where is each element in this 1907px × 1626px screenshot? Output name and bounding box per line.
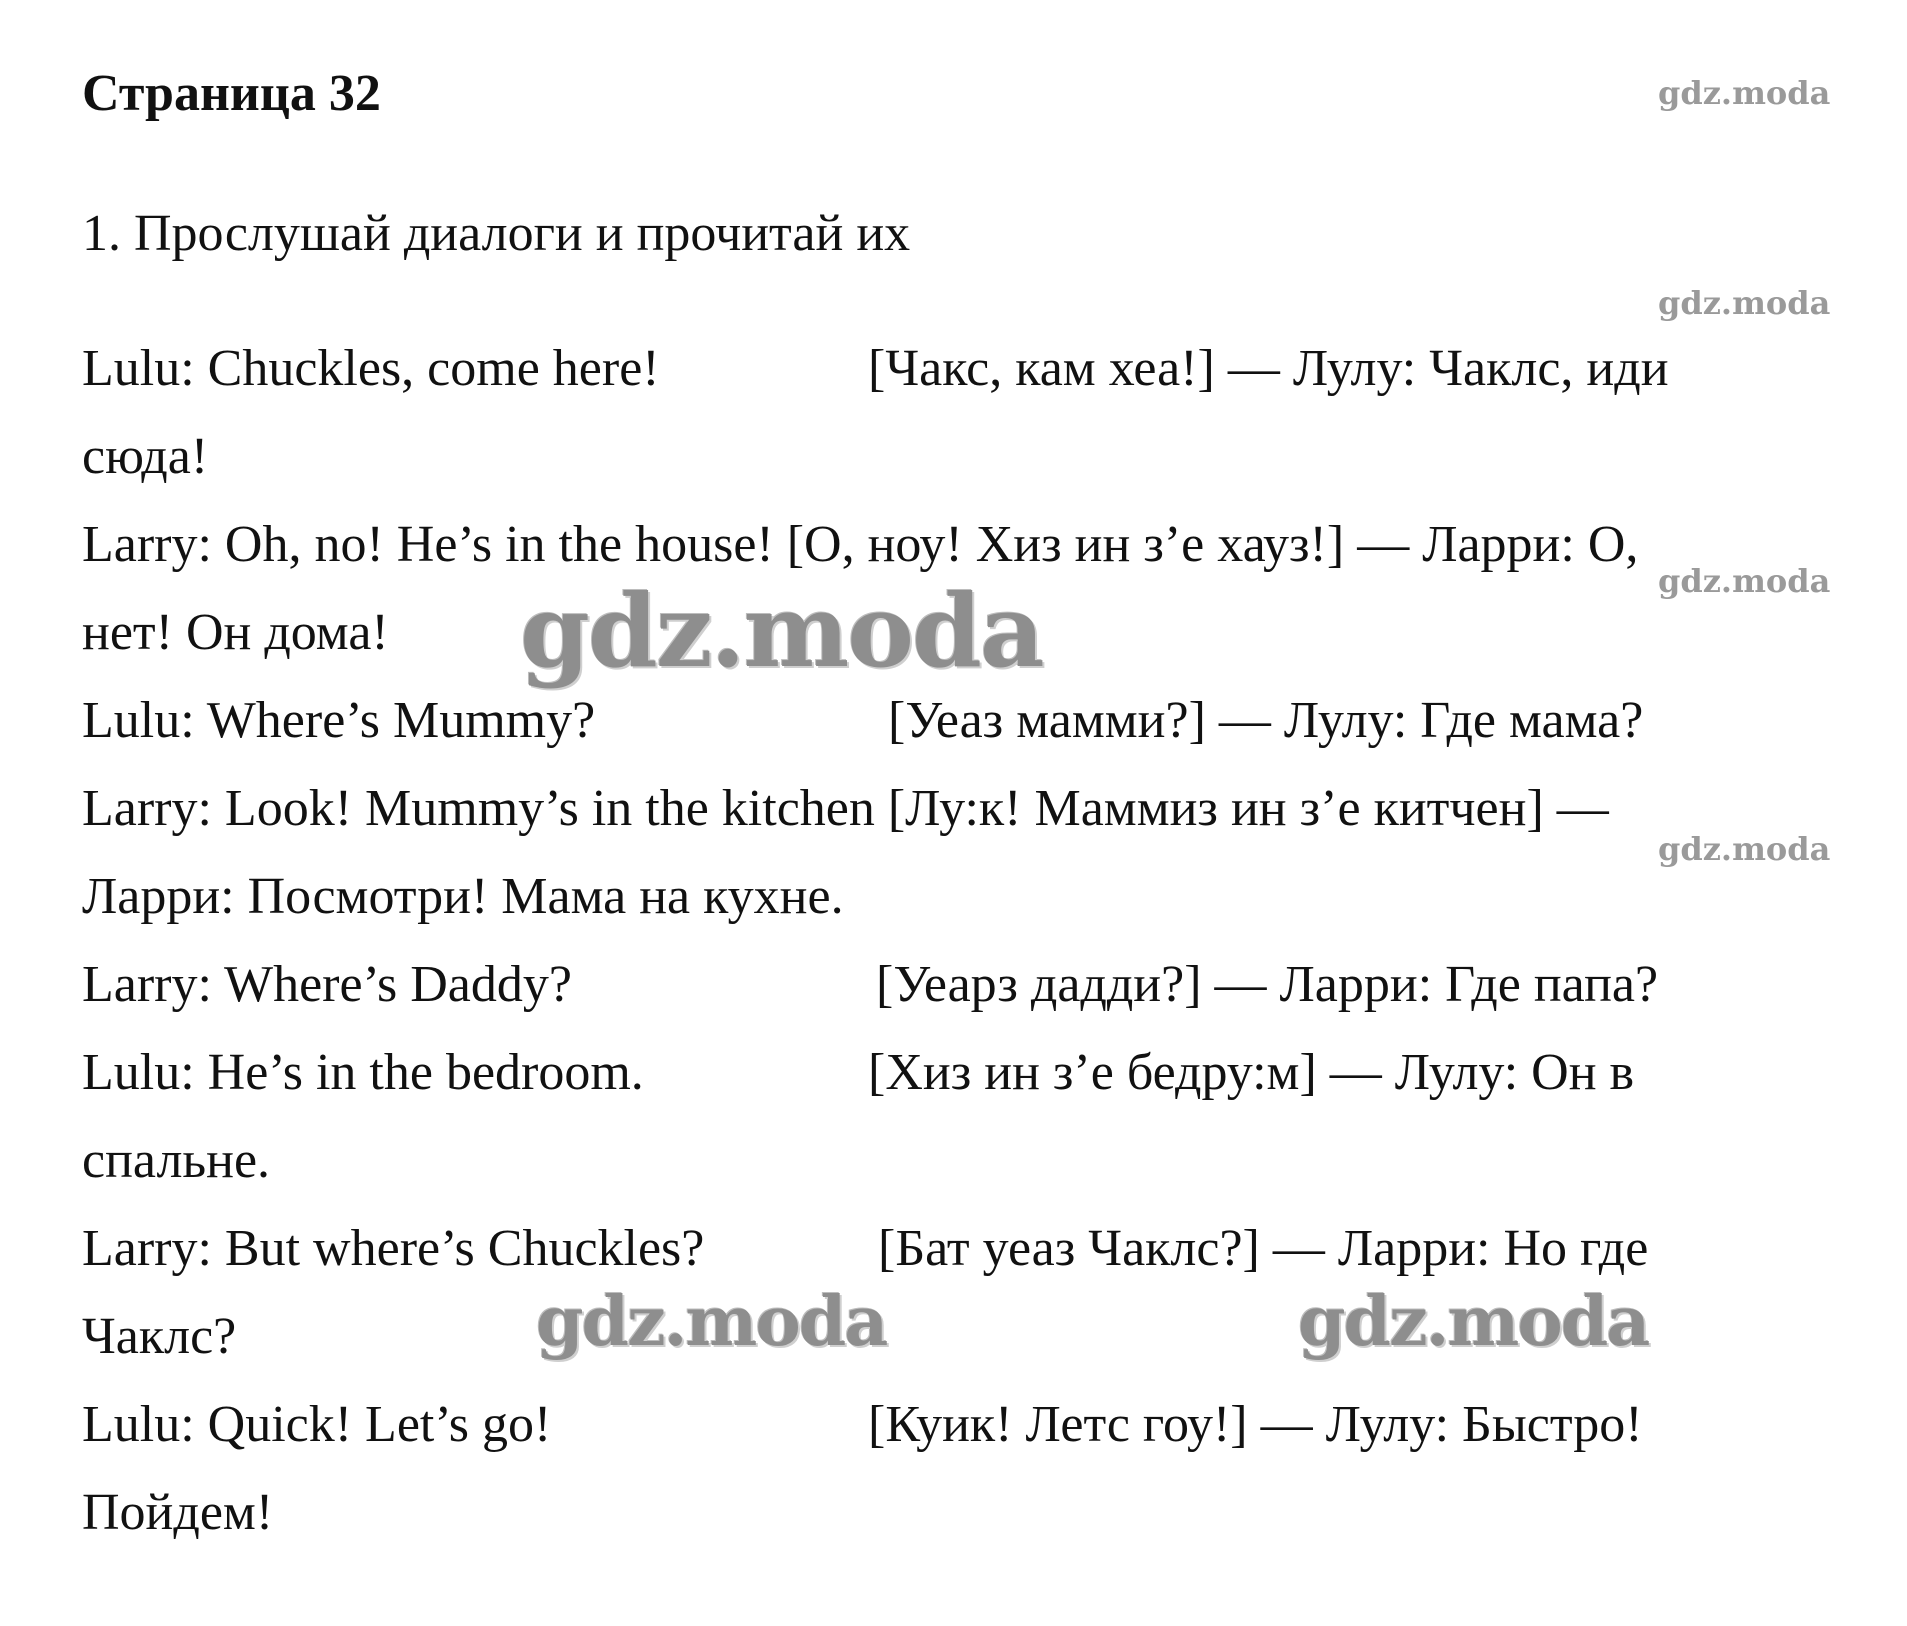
dialogue-translation-continued: Пойдем! — [82, 1484, 274, 1541]
watermark-large: gdz.moda — [1298, 1282, 1649, 1362]
dialogue-line — [82, 325, 1882, 501]
dialogue-transcription: [Чакс, кам хеа!] — Лулу: Чаклс, иди — [868, 340, 1669, 397]
dialogue-transcription: [Бат уеаз Чаклс?] — Ларри: Но где — [878, 1220, 1649, 1277]
dialogue-english: Lulu: He’s in the bedroom. — [82, 1044, 644, 1101]
dialogue-transcription: [Куик! Летс гоу!] — Лулу: Быстро! — [868, 1396, 1643, 1453]
dialogue-block — [82, 325, 1882, 1557]
page-title: Страница 32 — [82, 65, 381, 122]
dialogue-translation-continued: сюда! — [82, 428, 209, 485]
dialogue-line — [82, 677, 1882, 765]
dialogue-line — [82, 765, 1882, 941]
dialogue-line — [82, 1029, 1882, 1205]
dialogue-transcription: [Уеаз мамми?] — Лулу: Где мама? — [888, 692, 1644, 749]
dialogue-translation-continued: Ларри: Посмотри! Мама на кухне. — [82, 868, 844, 925]
watermark-large: gdz.moda — [520, 572, 1043, 690]
dialogue-translation-continued: Чаклс? — [82, 1308, 237, 1365]
dialogue-english: Larry: But where’s Chuckles? — [82, 1220, 705, 1277]
dialogue-english: Larry: Where’s Daddy? — [82, 956, 572, 1013]
watermark: gdz.moda — [1658, 562, 1831, 600]
watermark: gdz.moda — [1658, 284, 1831, 322]
watermark-large: gdz.moda — [536, 1282, 887, 1362]
dialogue-line — [82, 1381, 1882, 1557]
dialogue-english: Lulu: Where’s Mummy? — [82, 692, 596, 749]
dialogue-english: Larry: Look! Mummy’s in the kitchen [Лу:к! Маммиз ин з’е китчен] — — [82, 780, 1609, 837]
dialogue-english: Lulu: Quick! Let’s go! — [82, 1396, 552, 1453]
dialogue-translation-continued: спальне. — [82, 1132, 271, 1189]
dialogue-line — [82, 941, 1882, 1029]
dialogue-english: Lulu: Chuckles, come here! — [82, 340, 660, 397]
dialogue-transcription: [Уеарз дадди?] — Ларри: Где папа? — [876, 956, 1659, 1013]
dialogue-transcription: [Хиз ин з’е бедру:м] — Лулу: Он в — [868, 1044, 1635, 1101]
dialogue-translation-continued: нет! Он дома! — [82, 604, 389, 661]
dialogue-english: Larry: Oh, no! He’s in the house! [О, ноу! Хиз ин з’е хауз!] — Ларри: О, — [82, 516, 1639, 573]
watermark: gdz.moda — [1658, 74, 1831, 112]
task-heading: 1. Прослушай диалоги и прочитай их — [82, 205, 911, 262]
watermark: gdz.moda — [1658, 830, 1831, 868]
